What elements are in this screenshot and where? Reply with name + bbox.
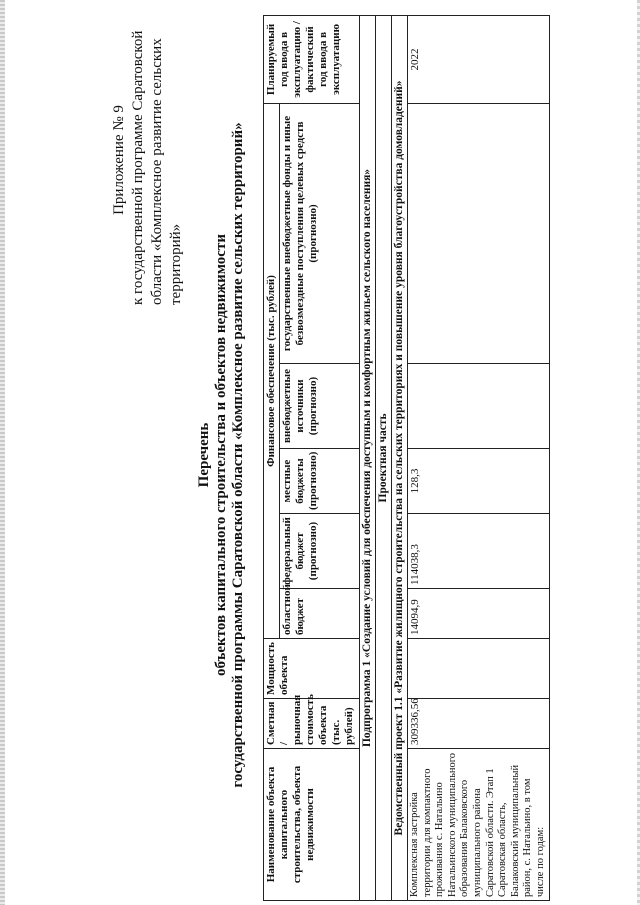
appendix-line-3: территорий» xyxy=(168,223,184,305)
header-capacity: Мощность объекта xyxy=(264,639,360,699)
header-regional: областной бюджет xyxy=(280,589,360,639)
header-cost: Сметная / рыночная стоимость объекта (тыс. рублей) xyxy=(264,699,360,749)
header-federal: федеральный бюджет (прогнозно) xyxy=(280,514,360,589)
header-local: местные бюджеты (прогнозно) xyxy=(280,449,360,514)
title-line-1: Перечень xyxy=(196,422,212,488)
header-row-1 xyxy=(264,15,280,900)
title-line-2: объектов капитального строительства и объектов недвижимости xyxy=(213,234,229,676)
objects-table xyxy=(263,15,550,901)
object-regional: 14094,9 xyxy=(408,589,550,639)
project-part-row xyxy=(376,15,392,900)
appendix-number: Приложение № 9 xyxy=(111,105,127,215)
document-title xyxy=(196,105,247,805)
object-local: 128,3 xyxy=(408,449,550,514)
project-part-title: Проектная часть xyxy=(376,15,392,900)
header-year: Планируемый год ввода в эксплуатацию / фактический год ввода в эксплуатацию xyxy=(264,15,360,103)
appendix-line-1: к государственной программе Саратовской xyxy=(130,30,146,305)
object-capacity xyxy=(408,639,550,699)
header-name: Наименование объекта капитального строительства, объекта недвижимости xyxy=(264,749,360,901)
object-name: Комплексная застройка территории для компактного проживания с. Натальино Натальинского муниципального образования Балаковского муниципального района Саратовской области. Этап 1 Саратовская область, Балаковский муниципальный район, с. Натальино, в том числе по годам: xyxy=(408,749,550,901)
appendix-line-2: области «Комплексное развитие сельских xyxy=(149,38,165,305)
object-federal: 114038,3 xyxy=(408,514,550,589)
object-year: 2022 xyxy=(408,15,550,103)
title-line-3: государственной программы Саратовской области «Комплексное развитие сельских территорий» xyxy=(230,122,246,788)
header-state-funds: государственные внебюджетные фонды и иные безвозмездные поступления целевых средств (прогнозно) xyxy=(280,103,360,363)
object-extrabudget xyxy=(408,364,550,449)
object-cost: 309336,56 xyxy=(408,699,550,749)
object-state-funds xyxy=(408,103,550,363)
header-financing: Финансовое обеспечение (тыс. рублей) xyxy=(264,103,280,638)
header-extrabudget: внебюджетные источники (прогнозно) xyxy=(280,364,360,449)
subprogram-row xyxy=(360,15,376,900)
appendix-note xyxy=(110,15,186,305)
table-row xyxy=(408,15,550,900)
dept-project-row xyxy=(392,15,408,900)
subprogram-title: Подпрограмма 1 «Создание условий для обеспечения доступным и комфортным жильем сельского населения» xyxy=(360,15,376,900)
dept-project-title: Ведомственный проект 1.1 «Развитие жилищного строительства на сельских территориях и повышение уровня благоустройства домовладений» xyxy=(392,15,408,900)
